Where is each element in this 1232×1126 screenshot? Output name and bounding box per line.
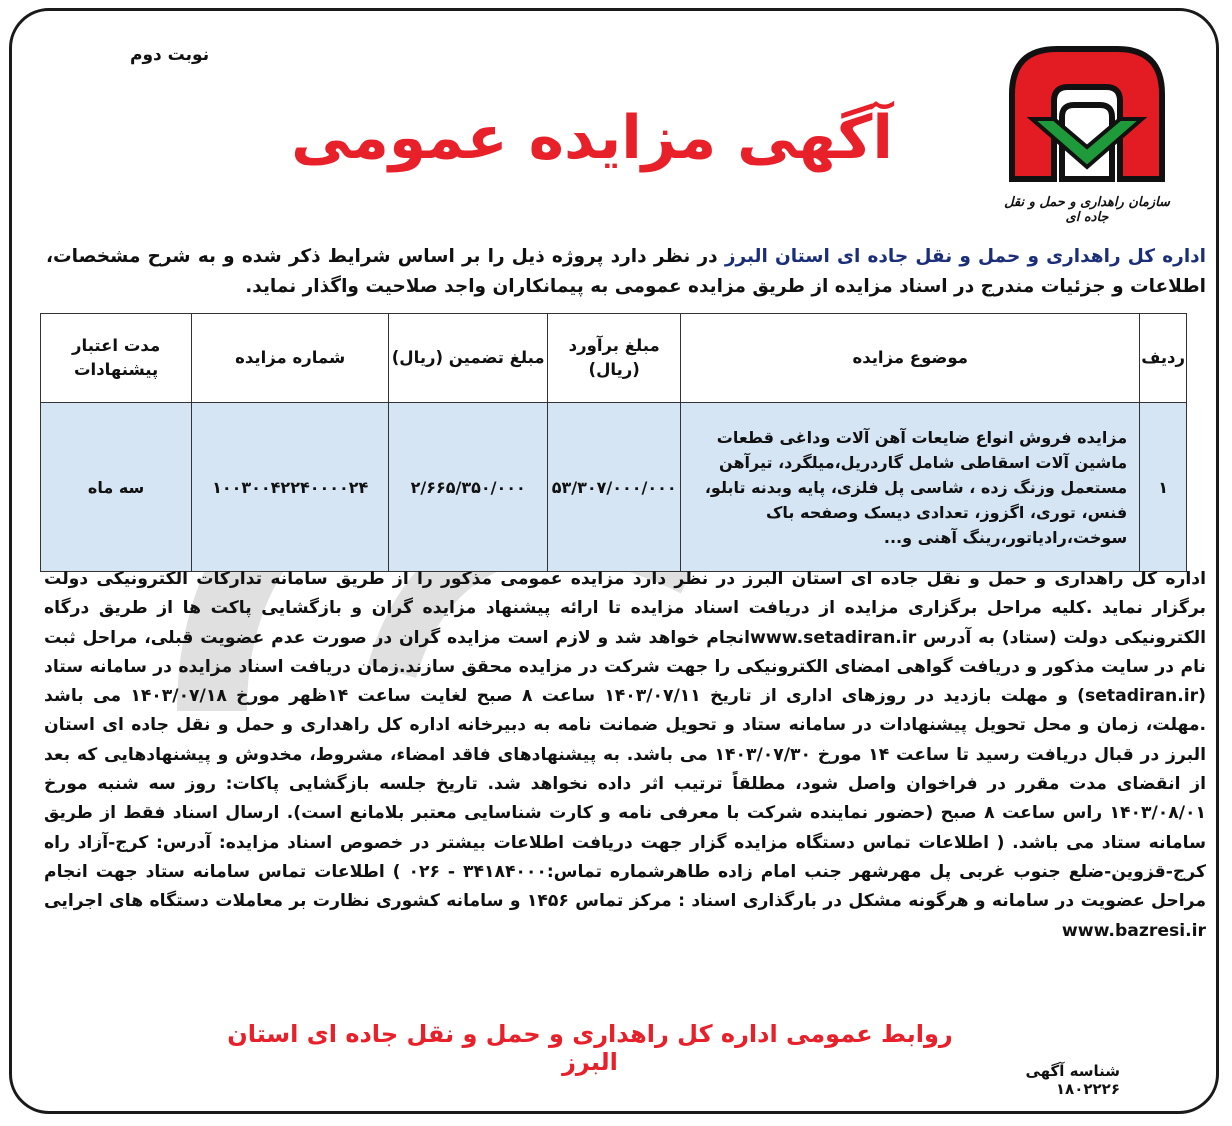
header-row-no: ردیف bbox=[1140, 314, 1187, 403]
body-paragraph: اداره کل راهداری و حمل و نقل جاده ای استان البرز در نظر دارد مزایده عمومی مذکور را از طریق سامانه تدارکات الکترونیکی دولت برگزار نماید .کلیه مراحل برگزاری مزایده از دریافت اسناد مزایده تا ارائه پیشنهاد مزایده گران و بازگشایی پاکت ها از طریق درگاه الکترونیکی دولت (ستاد) به آدرس www.setadiran.irانجام خواهد شد و لازم است مزایده گران در صورت عدم عضویت قبلی، مراحل ثبت نام در سایت مذکور و دریافت گواهی امضای الکترونیکی را جهت شرکت در مزایده محقق سازند.زمان دریافت اسناد مزایده در سامانه ستاد (setadiran.ir) و مهلت بازدید در روزهای اداری از تاریخ ۱۴۰۳/۰۷/۱۱ ساعت ۸ صبح لغایت ساعت ۱۴ظهر مورخ ۱۴۰۳/۰۷/۱۸ می باشد .مهلت، زمان و محل تحویل پیشنهادات در سامانه ستاد و تحویل ضمانت نامه به دبیرخانه اداره کل راهداری و حمل و نقل جاده ای استان البرز در قبال دریافت رسید تا ساعت ۱۴ مورخ ۱۴۰۳/۰۷/۳۰ می باشد. به پیشنهادهای فاقد امضاء، مشروط، مخدوش و پیشنهادهایی که بعد از انقضای مدت مقرر در فراخوان واصل شود، مطلقاً ترتیب اثر داده نخواهد شد. تاریخ جلسه بازگشایی پاکات: روز سه شنبه مورخ ۱۴۰۳/۰۸/۰۱ راس ساعت ۸ صبح (حضور نماینده شرکت با معرفی نامه و کارت شناسایی معتبر بلامانع است). ارسال اسناد فقط از طریق سامانه ستاد می باشد. ( اطلاعات تماس دستگاه مزایده گزار جهت دریافت اطلاعات بیشتر در خصوص اسناد مزایده: آدرس: کرج-آزاد راه کرج-قزوین-ضلع جنوب غربی پل مهرشهر جنب امام زاده طاهرشماره تماس:۳۴۱۸۴۰۰۰ - ۰۲۶ ) اطلاعات تماس سامانه ستاد جهت انجام مراحل عضویت در سامانه و هرگونه مشکل در بارگذاری اسناد : مرکز تماس ۱۴۵۶ و سامانه کشوری نظارت بر معاملات دستگاه های اجرایی www.bazresi.ir bbox=[44, 569, 1207, 941]
notice-title: آگهی مزایده عمومی bbox=[291, 103, 893, 173]
intro-text: در نظر دارد پروژه ذیل را بر اساس شرایط ذکر شده و به شرح مشخصات، اطلاعات و جزئیات مندرج در اسناد مزایده از طریق مزایده عمومی به پیمانکاران واجد صلاحیت واگذار نماید. bbox=[46, 246, 1206, 297]
cell-subject: مزایده فروش انواع ضایعات آهن آلات وداغی قطعات ماشین آلات اسقاطی شامل گاردریل،میلگرد، تیرآهن مستعمل وزنگ زده ، شاسی پل فلزی، پایه وبدنه تابلو، فنس، توری، اگزوز، تعدادی دیسک وصفحه باک سوخت،رادیاتور،رینگ آهنی و... bbox=[681, 403, 1140, 572]
cell-validity: سه ماه bbox=[41, 403, 192, 572]
round-label: نوبت دوم bbox=[130, 45, 210, 65]
table-row bbox=[41, 403, 1187, 572]
cell-row-no: ۱ bbox=[1140, 403, 1187, 572]
public-relations-signature: روابط عمومی اداره کل راهداری و حمل و نقل جاده ای استان البرز bbox=[227, 1020, 953, 1076]
org-logo bbox=[992, 39, 1182, 225]
auction-table bbox=[40, 313, 1187, 572]
intro-org-name: اداره کل راهداری و حمل و نقل جاده ای استان البرز bbox=[724, 246, 1206, 267]
table-header-row bbox=[41, 314, 1187, 403]
ad-id: شناسه آگهی ۱۸۰۲۲۲۶ bbox=[1025, 1062, 1120, 1098]
intro-paragraph bbox=[46, 242, 1206, 302]
header-estimate: مبلغ برآورد (ریال) bbox=[548, 314, 681, 403]
header-subject: موضوع مزایده bbox=[681, 314, 1140, 403]
cell-auction-no: ۱۰۰۳۰۰۴۲۲۴۰۰۰۰۲۴ bbox=[192, 403, 389, 572]
road-maintenance-logo-icon bbox=[1002, 39, 1172, 189]
header-auction-no: شماره مزایده bbox=[192, 314, 389, 403]
header-validity: مدت اعتبار پیشنهادات bbox=[41, 314, 192, 403]
cell-guarantee: ۲/۶۶۵/۳۵۰/۰۰۰ bbox=[389, 403, 548, 572]
header-guarantee: مبلغ تضمین (ریال) bbox=[389, 314, 548, 403]
cell-estimate: ۵۳/۳۰۷/۰۰۰/۰۰۰ bbox=[548, 403, 681, 572]
logo-caption: سازمان راهداری و حمل و نقل جاده ای bbox=[1004, 195, 1170, 225]
